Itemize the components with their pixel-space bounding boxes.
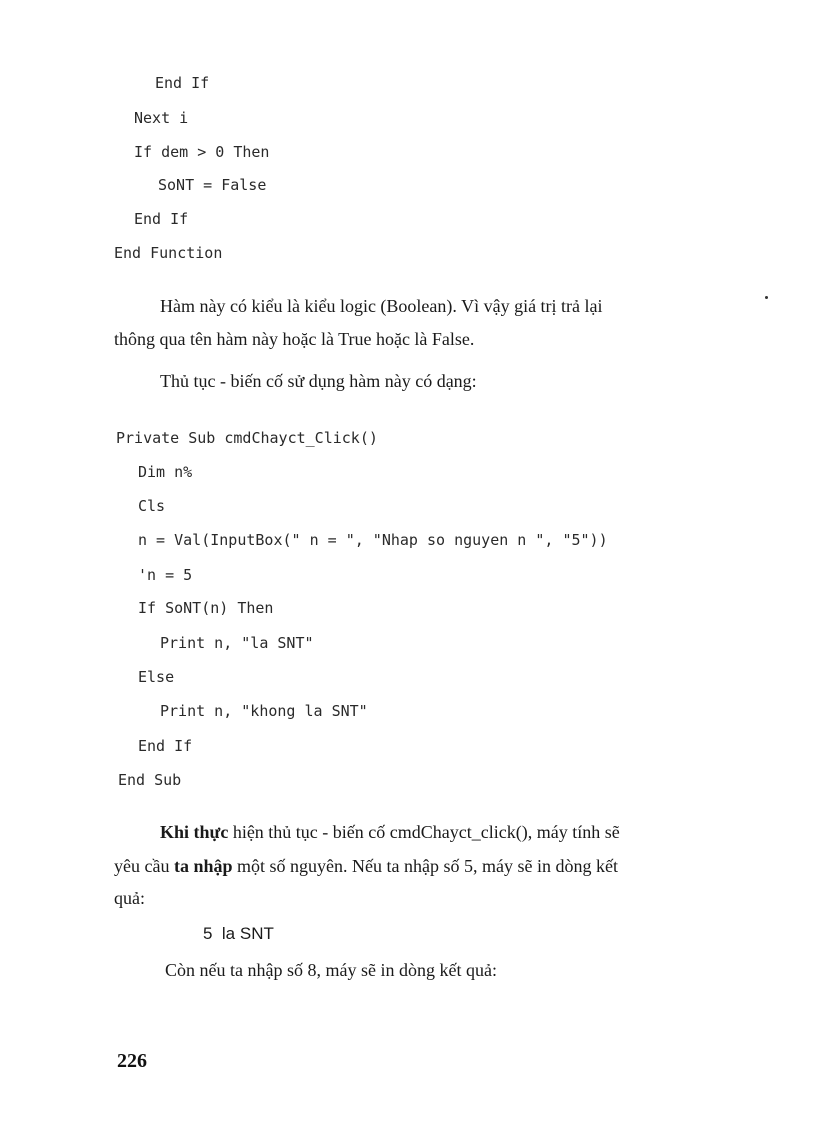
code-line: If dem > 0 Then (134, 143, 270, 161)
code-line: End If (155, 74, 210, 92)
code-line: Next i (134, 109, 189, 127)
bold-text: nhập (193, 856, 233, 876)
code-line: n = Val(InputBox(" n = ", "Nhap so nguyen n ", "5")) (138, 531, 608, 549)
paragraph-line (160, 823, 620, 841)
paragraph-line: thông qua tên hàm này hoặc là True hoặc là False. (114, 329, 475, 349)
code-line: If SoNT(n) Then (138, 599, 274, 617)
paragraph-line: Còn nếu ta nhập số 8, máy sẽ in dòng kết quả: (165, 960, 497, 980)
text-span: hiện thủ tục - biến cố cmdChayct_click(), máy tính sẽ (228, 822, 620, 842)
code-line: Print n, "khong la SNT" (160, 702, 368, 720)
code-line: Else (138, 668, 175, 686)
paragraph-line: Thủ tục - biến cố sử dụng hàm này có dạng: (160, 371, 477, 391)
code-line: Dim n% (138, 463, 193, 481)
text-span: yêu cầu (114, 856, 174, 876)
code-line: 'n = 5 (138, 566, 193, 584)
output-result: 5 la SNT (203, 924, 274, 943)
code-line: Cls (138, 497, 166, 515)
code-line: Print n, "la SNT" (160, 634, 314, 652)
code-line: End Function (114, 244, 223, 262)
page-number: 226 (117, 1050, 147, 1072)
scan-speck (765, 296, 768, 299)
text-span: một số nguyên. Nếu ta nhập số 5, máy sẽ in dòng kết (232, 856, 618, 876)
code-line: End If (138, 737, 193, 755)
paragraph-line (114, 857, 618, 875)
code-line: End Sub (118, 771, 182, 789)
bold-text: Khi thực (160, 822, 229, 842)
bold-text: ta (173, 856, 189, 876)
code-line: End If (134, 210, 189, 228)
paragraph-line: Hàm này có kiểu là kiểu logic (Boolean). Vì vậy giá trị trả lại (160, 296, 603, 316)
code-line: SoNT = False (158, 176, 267, 194)
code-line: Private Sub cmdChayct_Click() (116, 429, 378, 447)
paragraph-line: quả: (114, 888, 145, 908)
